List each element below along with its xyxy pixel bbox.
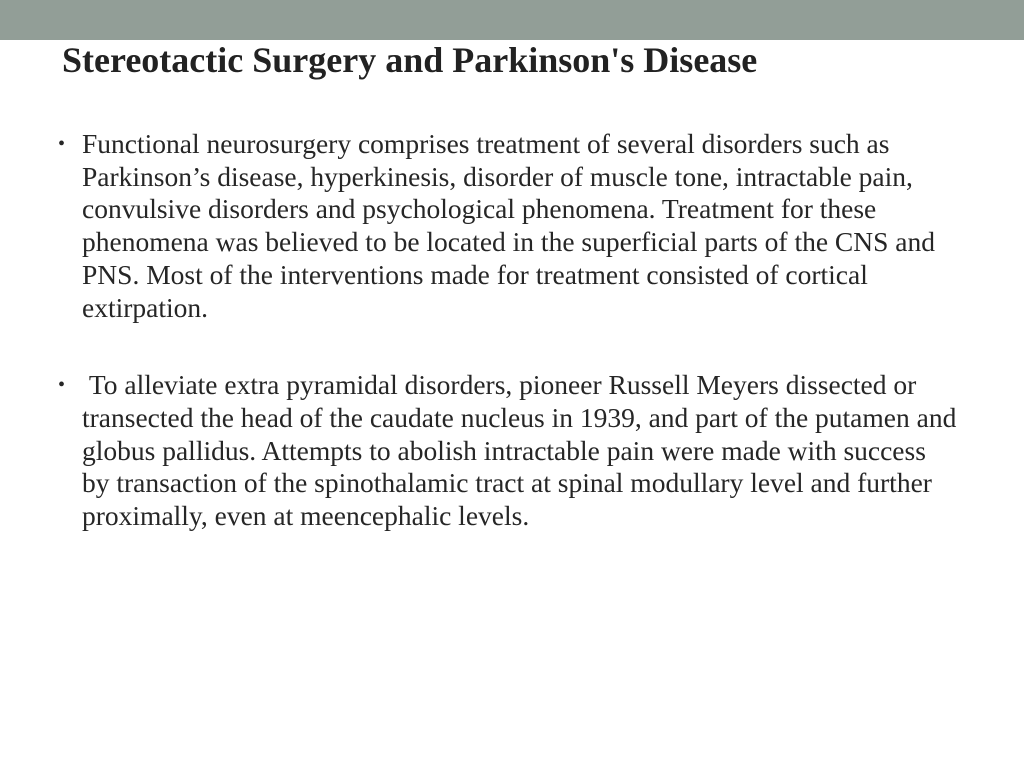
bullet-item-1 [58, 128, 958, 324]
bullet-dot-icon: • [58, 374, 66, 397]
bullet-item-2 [58, 369, 964, 533]
bullet-list [58, 128, 964, 578]
slide-title: Stereotactic Surgery and Parkinson's Disease [62, 40, 758, 80]
bullet-text: Functional neurosurgery comprises treatment of several disorders such as Parkinson’s disease, hyperkinesis, disorder of muscle tone, intractable pain, convulsive disorders and psychological phenomena. Treatment for these phenomena was believed to be located in the superficial parts of the CNS and PNS. Most of the interventions made for treatment consisted of cortical extirpation. [82, 128, 935, 323]
top-color-band [0, 0, 1024, 40]
bullet-text: To alleviate extra pyramidal disorders, pioneer Russell Meyers dissected or transected the head of the caudate nucleus in 1939, and part of the putamen and globus pallidus. Attempts to abolish intractable pain were made with success by transaction of the spinothalamic tract at spinal modullary level and further proximally, even at meencephalic levels. [82, 369, 964, 532]
bullet-dot-icon: • [58, 133, 66, 155]
